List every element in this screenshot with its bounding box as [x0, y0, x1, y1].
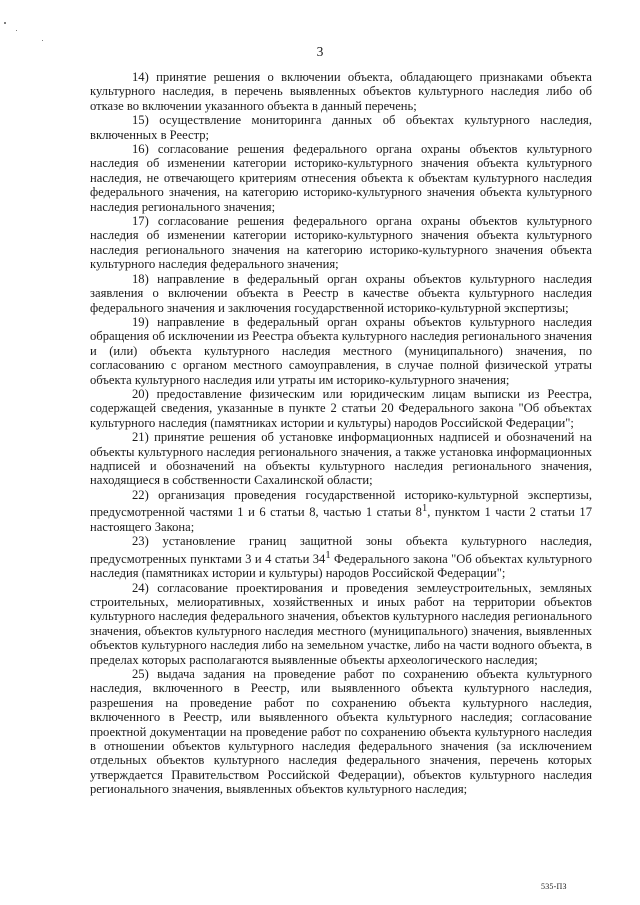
list-item-18: 18) направление в федеральный орган охраны объектов культурного наследия заявления о включении объекта в Реестр в качестве объекта культурного наследия федерального значения и заключения государственной историко-культурной экспертизы; — [90, 271, 592, 315]
scan-speck — [4, 22, 6, 24]
list-item-21: 21) принятие решения об установке информационных надписей и обозначений на объекты культурного наследия регионального значения, а также установка информационных надписей и обозначений на объекты культурного наследия регионального значения, находящиеся в собственности Сахалинской области; — [90, 430, 592, 488]
superscript: 1 — [325, 549, 331, 561]
list-item-22-text: 22) организация проведения государственной историко-культурной экспертизы, предусмотренной частями 1 и 6 статьи 8, частью 1 статьи 8 — [90, 487, 592, 520]
document-code: 535-ПЗ — [541, 882, 567, 891]
scan-speck — [16, 30, 17, 31]
list-item-20: 20) предоставление физическим или юридическим лицам выписки из Реестра, содержащей сведения, указанные в пункте 2 статьи 20 Федерального закона "Об объектах культурного наследия (памятниках истории и культуры) народов Российской Федерации"; — [90, 386, 592, 430]
scan-speck — [42, 40, 43, 41]
list-item-19: 19) направление в федеральный орган охраны объектов культурного наследия обращения об исключении из Реестра объекта культурного наследия регионального значения и (или) объекта культурного наследия местного (муниципального) значения, по согласованию с органом местного самоуправления, в случае полной физической утраты объекта культурного наследия или утраты им историко-культурного значения; — [90, 314, 592, 387]
list-item-23 — [90, 534, 592, 580]
list-item-17: 17) согласование решения федерального органа охраны объектов культурного наследия об изменении категории историко-культурного значения объекта культурного наследия регионального значения на категорию историко-культурного значения объекта культурного наследия федерального значения; — [90, 214, 592, 272]
list-item-23-text: 23) установление границ защитной зоны объекта культурного наследия, предусмотренных пунктами 3 и 4 статьи 34 — [90, 534, 592, 566]
list-item-22 — [90, 488, 592, 534]
document-body — [90, 70, 592, 797]
page-number: 3 — [316, 44, 324, 59]
list-item-15: 15) осуществление мониторинга данных об объектах культурного наследия, включенных в Реестр; — [90, 113, 592, 142]
list-item-16: 16) согласование решения федерального органа охраны объектов культурного наследия об изменении категории историко-культурного значения объекта культурного наследия, не отвечающего критериям отнесения объекта к объектам культурного наследия федерального значения, на категорию историко-культурного значения объекта культурного наследия регионального значения; — [90, 142, 592, 214]
superscript: 1 — [421, 503, 428, 515]
list-item-23-text-end: Федерального закона "Об объектах культурного наследия (памятниках истории и культуры) народов Российской Федерации"; — [90, 551, 592, 581]
list-item-14: 14) принятие решения о включении объекта, обладающего признаками объекта культурного наследия, в перечень выявленных объектов культурного наследия либо об отказе во включении указанного объекта в данный перечень; — [90, 70, 592, 113]
list-item-25: 25) выдача задания на проведение работ по сохранению объекта культурного наследия, включенного в Реестр, или выявленного объекта культурного наследия, разрешения на проведение работ по сохранению объекта культурного наследия, включенного в Реестр, или выявленного объекта культурного наследия; согласование проектной документации на проведение работ по сохранению объекта культурного наследия в отношении объектов культурного наследия федерального значения (за исключением отдельных объектов культурного наследия федерального значения, перечень которых утверждается Правительством Российской Федерации), объектов культурного наследия регионального значения, выявленных объектов культурного наследия; — [90, 667, 592, 797]
list-item-24: 24) согласование проектирования и проведения землеустроительных, земляных строительных, мелиоративных, хозяйственных и иных работ на территории объектов культурного наследия федерального значения, объектов культурного наследия регионального значения, объектов культурного наследия местного (муниципального) значения, выявленных объектов культурного наследия либо на земельном участке, либо на части водного объекта, в пределах которых располагаются выявленные объекты археологического наследия; — [90, 580, 592, 667]
list-item-22-text-end: , пунктом 1 части 2 статьи 17 настоящего Закона; — [90, 505, 592, 534]
